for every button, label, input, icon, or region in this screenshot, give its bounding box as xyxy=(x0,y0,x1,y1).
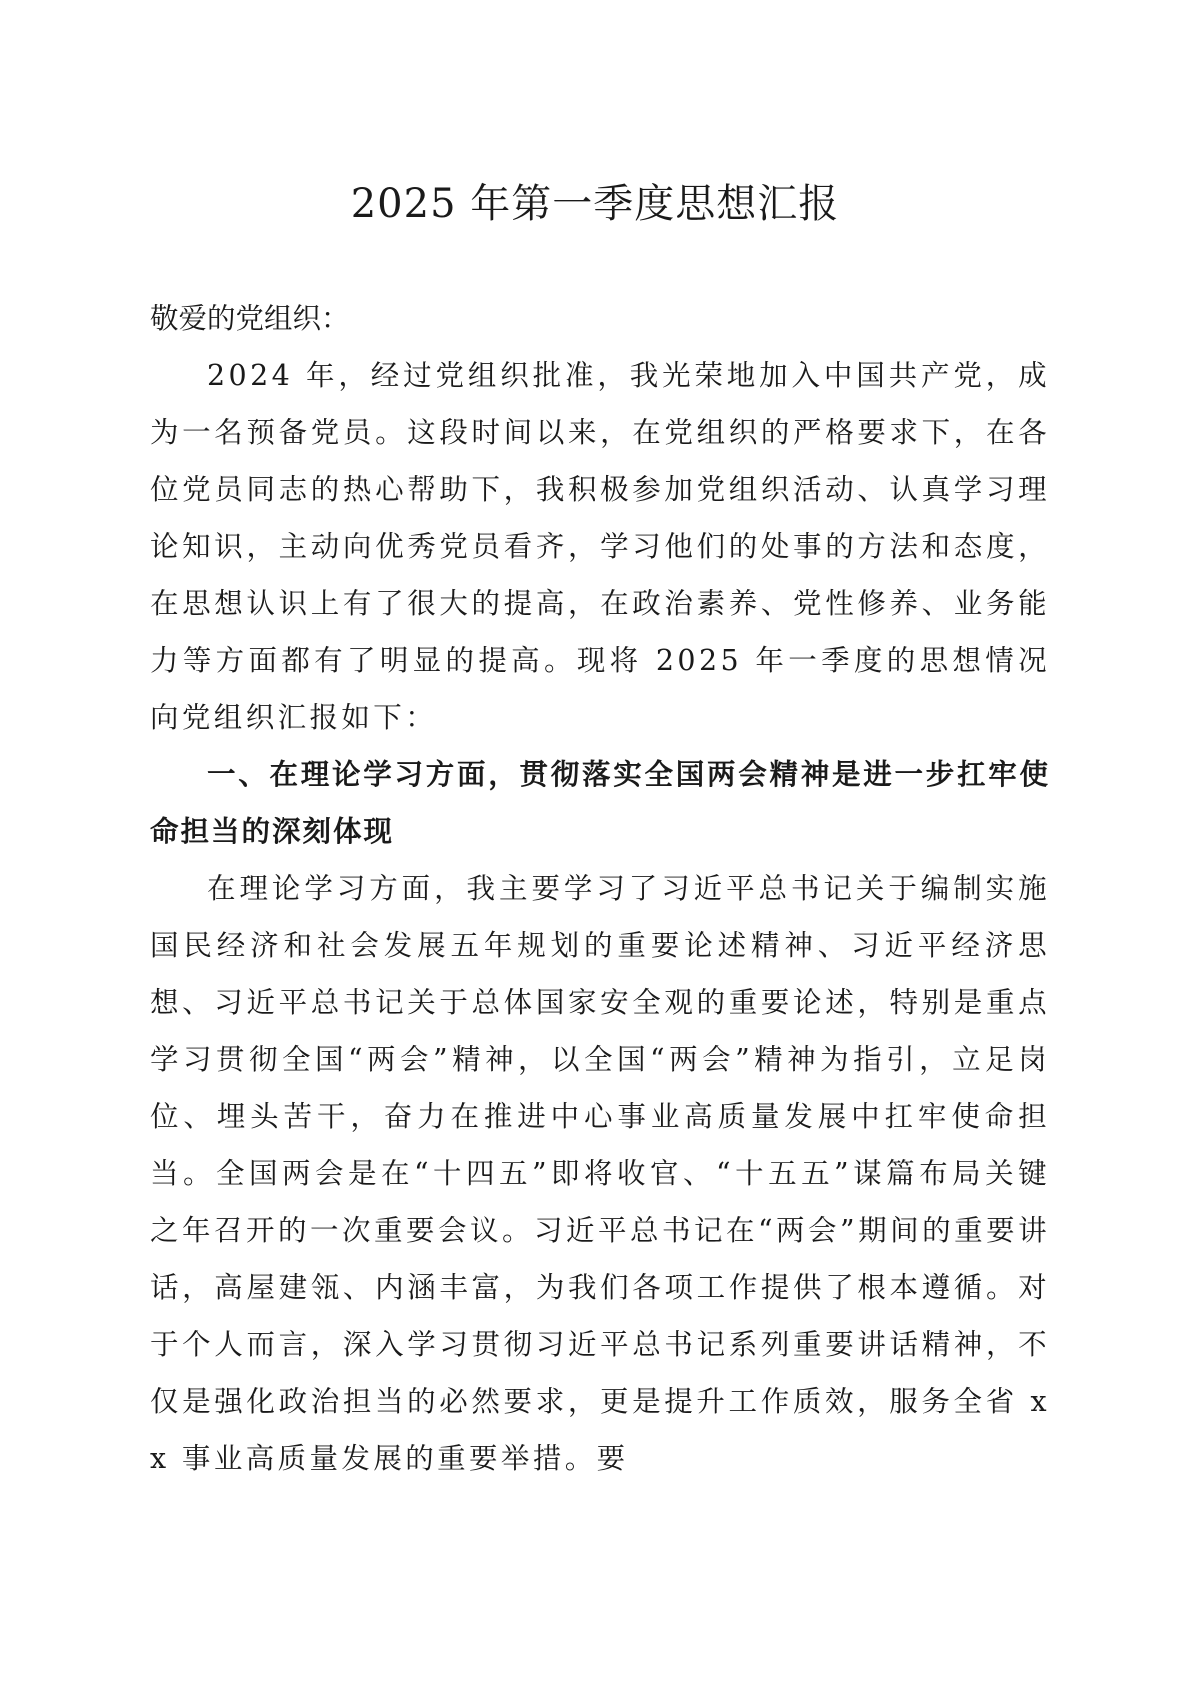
document-title: 2025 年第一季度思想汇报 xyxy=(350,181,840,227)
section-paragraph: 在理论学习方面，我主要学习了习近平总书记关于编制实施国民经济和社会发展五年规划的重要论述精神、习近平经济思想、习近平总书记关于总体国家安全观的重要论述，特别是重点学习贯彻全国“两会”精神，以全国“两会”精神为指引，立足岗位、埋头苦干，奋力在推进中心事业高质量发展中扛牢使命担当。全国两会是在“十四五”即将收官、“十五五”谋篇布局关键之年召开的一次重要会议。习近平总书记在“两会”期间的重要讲话，高屋建瓴、内涵丰富，为我们各项工作提供了根本遵循。对于个人而言，深入学习贯彻习近平总书记系列重要讲话精神，不仅是强化政治担当的必然要求，更是提升工作质效，服务全省 xx 事业高质量发展的重要举措。要 xyxy=(150,872,1050,1475)
document-body xyxy=(150,290,1050,1487)
intro-paragraph: 2024 年，经过党组织批准，我光荣地加入中国共产党，成为一名预备党员。这段时间以来，在党组织的严格要求下，在各位党员同志的热心帮助下，我积极参加党组织活动、认真学习理论知识，主动向优秀党员看齐，学习他们的处事的方法和态度，在思想认识上有了很大的提高，在政治素养、党性修养、业务能力等方面都有了明显的提高。现将 2025 年一季度的思想情况向党组织汇报如下： xyxy=(150,359,1050,734)
section-heading: 一、在理论学习方面，贯彻落实全国两会精神是进一步扛牢使命担当的深刻体现 xyxy=(150,758,1050,848)
salutation: 敬爱的党组织： xyxy=(150,302,350,335)
